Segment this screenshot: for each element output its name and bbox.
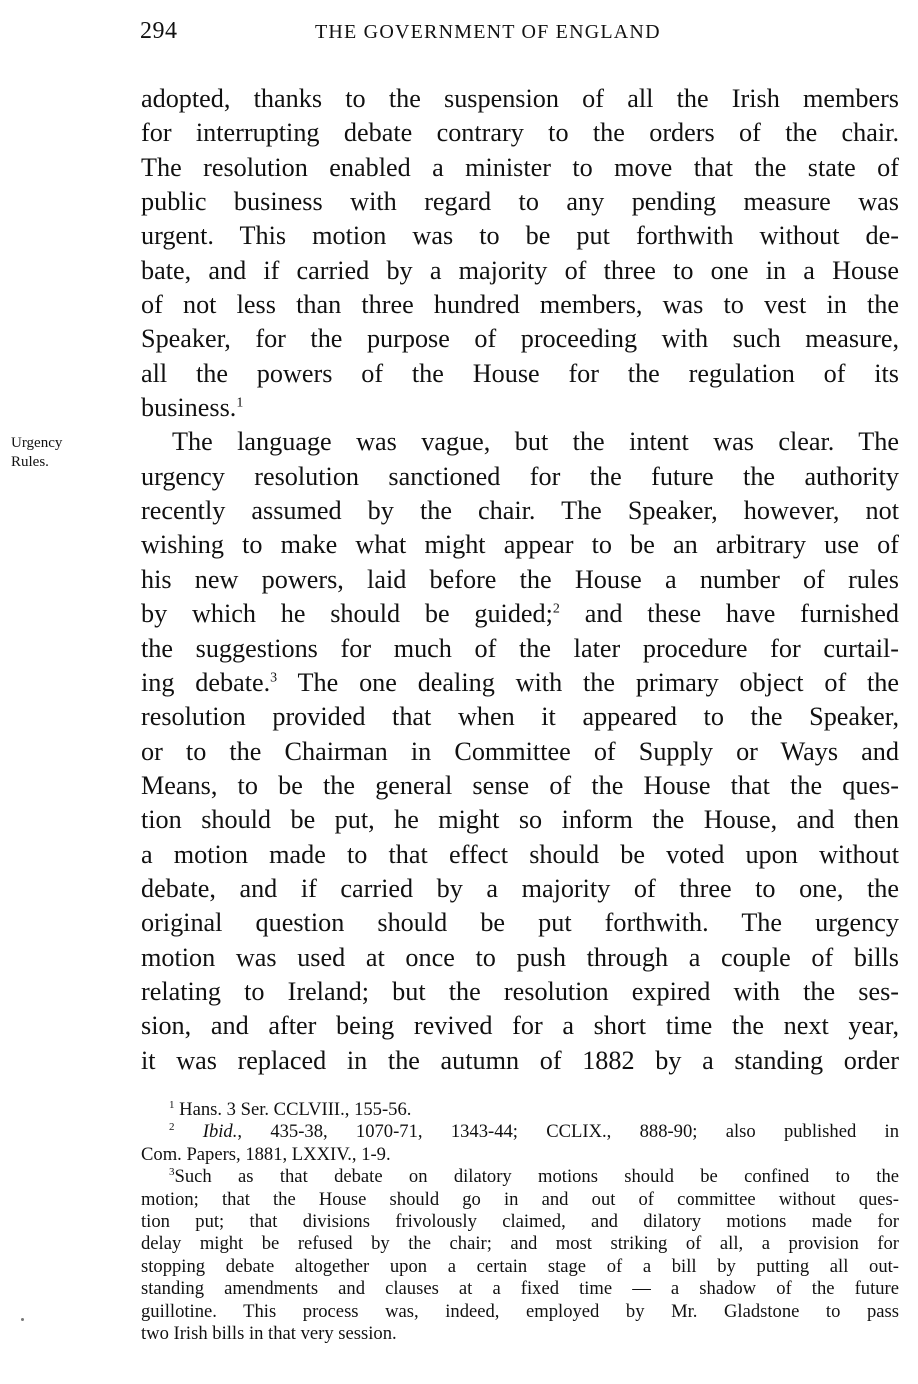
- text-line: relating to Ireland; but the resolution expired with the ses-: [141, 976, 899, 1006]
- footnote-text: , 435-38, 1070-71, 1343-44; CCLIX., 888-90; also published in: [237, 1121, 899, 1143]
- footnote-3-line: stopping debate altogether upon a certain stage of a bill by putting all out-: [141, 1255, 899, 1277]
- page-number: 294: [140, 18, 178, 44]
- text-line: his new powers, laid before the House a number of rules: [141, 564, 899, 594]
- footnotes: [141, 1099, 899, 1345]
- text-line: The language was vague, but the intent was clear. The: [172, 427, 899, 457]
- text-fragment: The one dealing with the primary object of the: [297, 667, 899, 697]
- text-line: urgency resolution sanctioned for the future the authority: [141, 461, 899, 491]
- text-fragment: ing debate.: [141, 667, 271, 697]
- footnote-3-line: tion put; that divisions frivolously claimed, and dilatory motions made for: [141, 1210, 899, 1232]
- text-line: original question should be put forthwith. The urgency: [141, 908, 899, 938]
- text-line: wishing to make what might appear to be an arbitrary use of: [141, 530, 899, 560]
- text-line: bate, and if carried by a majority of three to one in a House: [141, 255, 899, 285]
- footnote-text: Such as that debate on dilatory motions should be confined to the: [174, 1166, 899, 1188]
- text-line: Speaker, for the purpose of proceeding with such measure,: [141, 324, 899, 354]
- text-line: or to the Chairman in Committee of Supply or Ways and: [141, 736, 899, 766]
- text-fragment: and these have furnished: [584, 599, 899, 629]
- footnote-3-line: standing amendments and clauses at a fixed time — a shadow of the future: [141, 1278, 899, 1300]
- text-line: for interrupting debate contrary to the orders of the chair.: [141, 118, 899, 148]
- footnote-ref: 2: [552, 601, 560, 617]
- footnote-marker: 1: [169, 1098, 175, 1111]
- footnote-2: [141, 1121, 899, 1143]
- running-head: THE GOVERNMENT OF ENGLAND: [315, 21, 661, 43]
- text-line: a motion made to that effect should be voted upon without: [141, 839, 899, 869]
- text-line: all the powers of the House for the regulation of its: [141, 358, 899, 388]
- footnote-3-line: motion; that the House should go in and out of committee without ques-: [141, 1188, 899, 1210]
- footnote-ref: 1: [236, 395, 244, 411]
- text-line: adopted, thanks to the suspension of all the Irish members: [141, 84, 899, 113]
- page-header: [140, 18, 900, 48]
- footnote-1: [141, 1099, 899, 1121]
- footnote-marker: 3: [169, 1165, 175, 1178]
- footnote-2-continued: Com. Papers, 1881, LXXIV., 1-9.: [141, 1143, 391, 1165]
- text-fragment: business.: [141, 393, 237, 423]
- text-fragment: by which he should be guided;: [141, 599, 553, 629]
- footnote-3: [141, 1166, 899, 1188]
- footnote-text: Hans. 3 Ser. CCLVIII., 155-56.: [179, 1099, 412, 1120]
- margin-note-line: Urgency: [11, 435, 63, 451]
- text-line: motion was used at once to push through a couple of bills: [141, 942, 899, 972]
- text-line: public business with regard to any pending measure was: [141, 187, 899, 217]
- ink-speck: [21, 1318, 24, 1321]
- text-line: [141, 391, 899, 425]
- text-line: urgent. This motion was to be put forthwith without de-: [141, 221, 899, 251]
- text-line: The resolution enabled a minister to move that the state of: [141, 152, 899, 182]
- text-line: tion should be put, he might so inform the House, and then: [141, 805, 899, 835]
- text-line: the suggestions for much of the later procedure for curtail-: [141, 633, 899, 663]
- footnote-3-line: delay might be refused by the chair; and most striking of all, a provision for: [141, 1233, 899, 1255]
- text-line: [141, 666, 899, 700]
- footnote-ref: 3: [270, 670, 278, 686]
- text-line: Means, to be the general sense of the House that the ques-: [141, 770, 899, 800]
- footnote-3-line: two Irish bills in that very session.: [141, 1322, 397, 1344]
- footnote-ibid: Ibid.: [202, 1121, 238, 1143]
- margin-note-line: Rules.: [11, 454, 49, 470]
- text-line: [141, 597, 899, 631]
- text-line: resolution provided that when it appeared to the Speaker,: [141, 702, 899, 732]
- text-line: recently assumed by the chair. The Speaker, however, not: [141, 496, 899, 526]
- footnote-3-line: guillotine. This process was, indeed, employed by Mr. Gladstone to pass: [141, 1300, 899, 1322]
- margin-note: [11, 434, 111, 472]
- text-line: debate, and if carried by a majority of three to one, the: [141, 873, 899, 903]
- text-line: of not less than three hundred members, was to vest in the: [141, 290, 899, 320]
- text-line: it was replaced in the autumn of 1882 by a standing order: [141, 1045, 899, 1075]
- body-text: [141, 82, 899, 1078]
- footnote-marker: 2: [169, 1121, 175, 1134]
- text-line: sion, and after being revived for a short time the next year,: [141, 1011, 899, 1041]
